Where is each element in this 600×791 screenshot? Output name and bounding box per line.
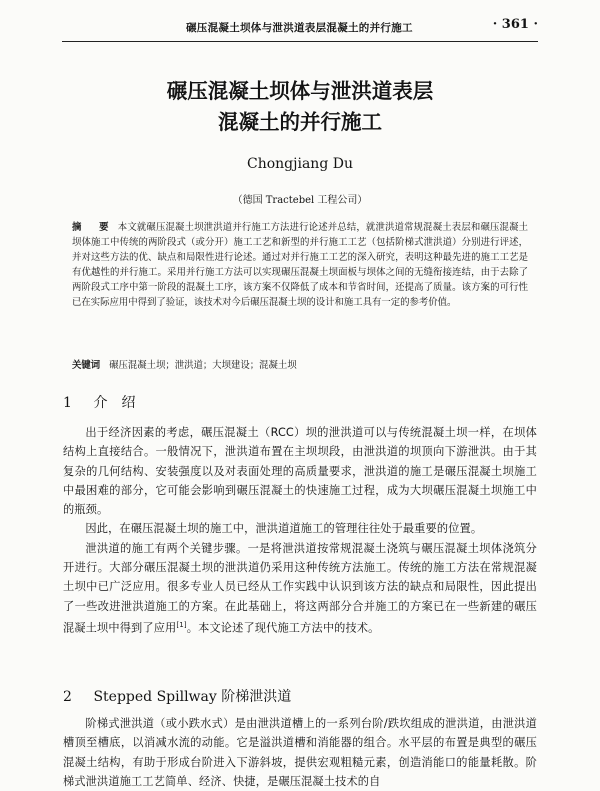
header-rule <box>62 41 538 42</box>
paragraph-text: 法中的技术。 <box>311 621 380 635</box>
section-number: 1 <box>63 395 72 411</box>
paper-title-line-2: 混凝土的并行施工 <box>218 110 382 134</box>
abstract-text: 本文就碾压混凝土坝泄洪道并行施工方法进行论述并总结，就泄洪道常规混凝土表层和碾压混凝土坝体施工中传统的两阶段式（或分开）施工工艺和新型的并行施工工艺（包括阶梯式泄洪道）分别进行评述，并对这些方法的优、缺点和局限性进行论述。通过对并行施工工艺的深入研究，表明这种最先进的施工工艺是有优越性的并行施工。采用并行施工方法可以实现碾压混凝土坝面板与坝体之间的无缝衔接连结，由于去除了两阶段式工序中第一阶段的混凝土工序，该方案不仅降低了成本和节省时间，还提高了质量。该方案的可行性已在实际应用中得到了验证，该技术对今后碾压混凝土坝的设计和施工具有一定的参考价值。 <box>72 222 528 308</box>
paper-title-line-1: 碾压混凝土坝体与泄洪道表层 <box>166 79 434 103</box>
section-title: Stepped Spillway 阶梯泄洪道 <box>93 689 292 705</box>
paper-title <box>0 76 600 138</box>
abstract-label: 摘 要 <box>72 222 113 233</box>
keywords-label: 关键词 <box>72 360 101 371</box>
section-1-body <box>63 423 537 638</box>
keywords-text: 碾压混凝土坝；泄洪道；大坝建设；混凝土坝 <box>109 360 297 371</box>
citation: [1] <box>176 620 187 629</box>
section-heading-1 <box>63 392 135 412</box>
paragraph: 出于经济因素的考虑，碾压混凝土（RCC）坝的泄洪道可以与传统混凝土坝一样，在坝体结构上直接结合。一般情况下，泄洪道布置在主坝坝段，由泄洪道的坝顶向下游泄洪。由于其复杂的几何结构、安装强度以及对表面处理的高质量要求，泄洪道的施工是碾压混凝土坝施工中最困难的部分，它可能会影响到碾压混凝土的快速施工过程，成为大坝碾压混凝土坝施工中的瓶颈。 <box>63 426 537 517</box>
section-heading-2 <box>63 686 291 706</box>
paragraph-text: 。本文论述了现代施工方 <box>186 621 312 635</box>
paragraph <box>63 539 537 638</box>
author: Chongjiang Du <box>247 156 353 172</box>
running-title: 碾压混凝土坝体与泄洪道表层混凝土的并行施工 <box>186 22 413 34</box>
section-number: 2 <box>63 689 72 705</box>
section-2-body <box>63 714 537 791</box>
paragraph-text: 泄洪道的施工有两个关键步骤。一是将泄洪道按常规混凝土浇筑与碾压混凝土坝体浇筑分开进行。大部分碾压混凝土坝的泄洪道仍采用这种传统方法施工。传统的施工方法在常规混凝土坝中已广泛应用。很多专业人员已经从工作实践中认识到该方法的缺点和局限性，因此提出了一些改进泄洪道施工的方案。在此基础上，将这两部分合并施工的方案已在一些新建的碾压混凝土坝中得到了应用 <box>63 541 537 635</box>
page-number: · 361 · <box>492 17 538 32</box>
abstract <box>72 220 528 310</box>
paragraph: 阶梯式泄洪道（或小跌水式）是由泄洪道槽上的一系列台阶/跌坎组成的泄洪道，由泄洪道槽顶至槽底，以消减水流的动能。它是溢洪道槽和消能器的组合。水平层的布置是典型的碾压混凝土结构，有助于形成台阶进入下游斜坡，提供宏观粗糙元素，创造消能口的能量耗散。阶梯式泄洪道施工工艺简单、经济、快捷，是碾压混凝土技术的自 <box>63 717 537 788</box>
paragraph: 因此，在碾压混凝土坝的施工中，泄洪道道施工的管理往往处于最重要的位置。 <box>85 522 483 536</box>
affiliation: （德国 Tractebel 工程公司） <box>232 195 368 206</box>
keywords <box>72 358 528 373</box>
section-title: 介 绍 <box>93 395 136 411</box>
page-header <box>0 0 600 46</box>
